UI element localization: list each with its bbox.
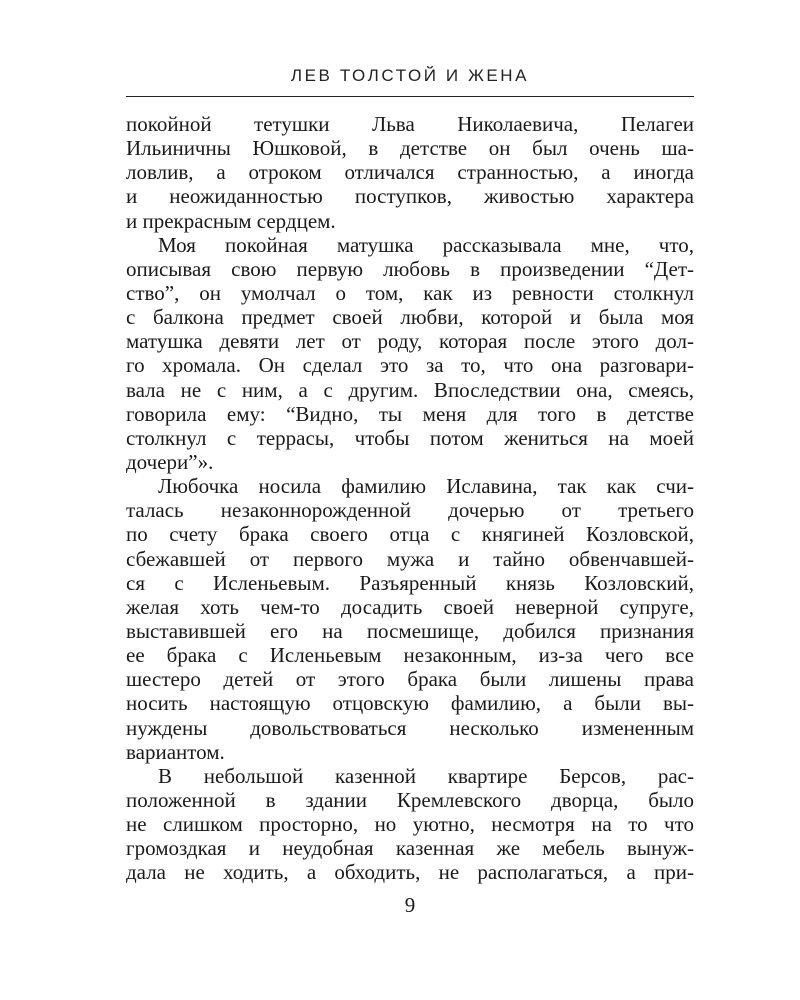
text-line: талась незаконнорожденной дочерью от третьего [126,498,694,523]
text-line: по счету брака своего отца с княгиней Козловской, [126,522,694,547]
text-line: не слишком просторно, но уютно, несмотря на то что [126,812,694,837]
text-line: ловлив, а отроком отличался странностью, а иногда [126,160,694,185]
text-line: Моя покойная матушка рассказывала мне, что, [158,232,694,257]
text-line: вала не с ним, а с другим. Впоследствии она, смеясь, [126,377,694,402]
text-line: ство”, он умолчал о том, как из ревности столкнул [126,280,694,305]
running-head-title: ЛЕВ ТОЛСТОЙ И ЖЕНА [290,66,530,85]
text-line: матушка девяти лет от роду, которая после этого дол- [126,329,694,354]
text-line: ее брака с Исленьевым незаконным, из-за чего все [126,643,694,668]
text-line: с балкона предмет своей любви, которой и была моя [126,305,694,330]
header-divider [126,96,694,97]
text-line: желая хоть чем-то досадить своей неверной супруге, [126,594,694,619]
text-line: шестеро детей от этого брака были лишены права [126,667,694,692]
text-line: и неожиданностью поступков, живостью характера [126,184,694,209]
text-line: нуждены довольствоваться несколько измененным [126,715,694,740]
text-line: Любочка носила фамилию Иславина, так как счи- [158,474,694,499]
text-line: столкнул с террасы, чтобы потом жениться на моей [126,425,694,450]
text-line: выставившей его на посмешище, добился признания [126,618,694,643]
text-line: го хромала. Он сделал это за то, что она разговари- [126,353,694,378]
text-line: дала не ходить, а обходить, не располагаться, а при- [126,860,694,885]
text-line: ся с Исленьевым. Разъяренный князь Козловский, [126,570,694,595]
text-line: вариантом. [126,739,225,764]
text-line: положенной в здании Кремлевского дворца, было [126,787,694,812]
text-line: носить настоящую отцовскую фамилию, а были вы- [126,691,694,716]
text-line: В небольшой казенной квартире Берсов, рас- [158,763,694,788]
text-line: покойной тетушки Льва Николаевича, Пелагеи [126,112,694,136]
text-line: описывая свою первую любовь в произведении “Дет- [126,256,694,281]
text-line: дочери”». [126,449,214,474]
text-line: Ильиничны Юшковой, в детстве он был очень ша- [126,136,694,161]
text-line: и прекрасным сердцем. [126,208,336,233]
text-line: сбежавшей от первого мужа и тайно обвенчавшей- [126,546,694,571]
page-number: 9 [404,893,416,917]
text-line: громоздкая и неудобная казенная же мебель вынуж- [126,836,694,861]
text-line: говорила ему: “Видно, ты меня для того в детстве [126,401,694,426]
body-text [126,112,694,885]
